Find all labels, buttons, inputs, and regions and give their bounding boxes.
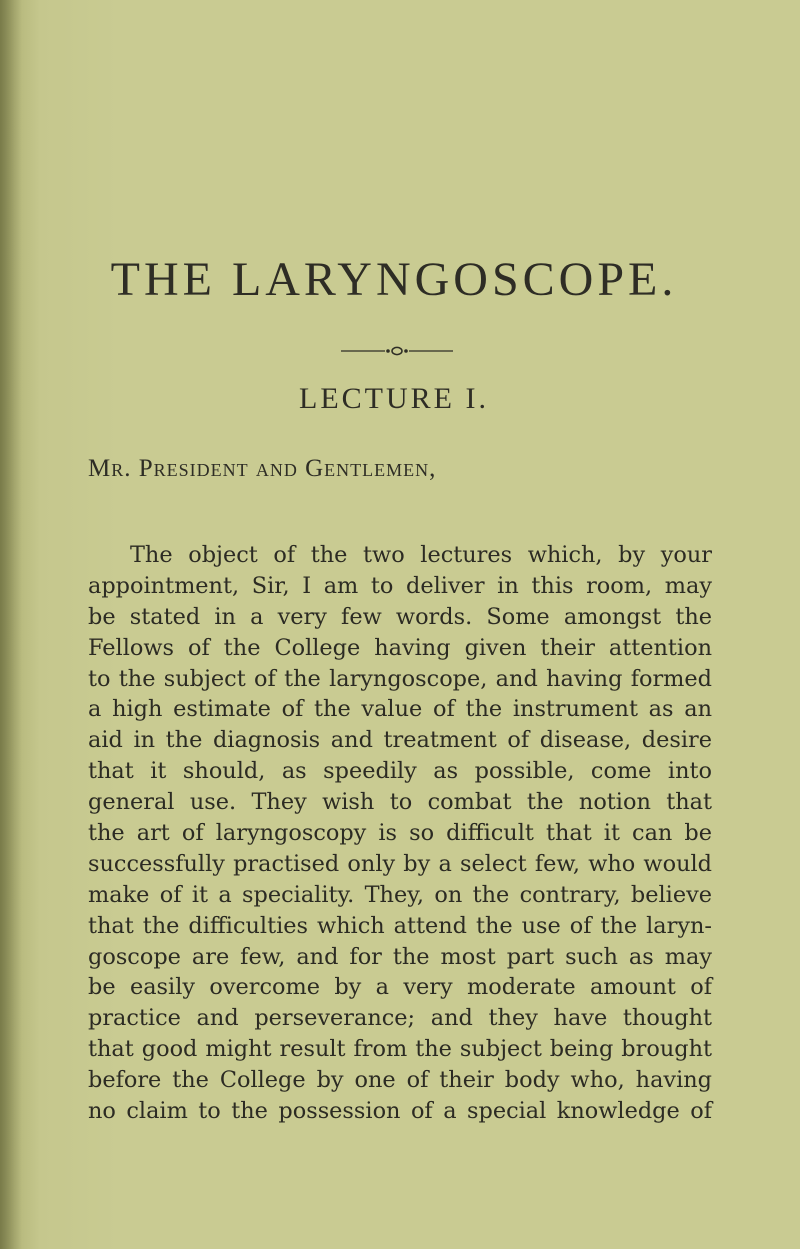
text-line: successfully practised only by a select few, who would (88, 850, 712, 877)
text-line: that the difficulties which attend the use of the laryn- (88, 912, 712, 939)
text-line: to the subject of the laryngoscope, and having formed (88, 665, 712, 692)
text-line: no claim to the possession of a special knowledge of (88, 1098, 712, 1125)
text-line: aid in the diagnosis and treatment of disease, desire (88, 727, 712, 754)
text-line: be stated in a very few words. Some amongst the (88, 603, 712, 630)
text-line: before the College by one of their body who, having (88, 1067, 712, 1094)
page-title: THE LARYNGOSCOPE. (110, 253, 678, 306)
text-line: a high estimate of the value of the instrument as an (88, 696, 712, 723)
text-line: be easily overcome by a very moderate amount of (88, 974, 712, 1001)
lecture-heading: LECTURE I. (299, 382, 489, 415)
text-line: The object of the two lectures which, by your (130, 542, 712, 568)
text-line: general use. They wish to combat the notion that (88, 789, 712, 816)
body-text (88, 540, 712, 1127)
text-line: Fellows of the College having given their attention (88, 634, 712, 661)
text-line: goscope are few, and for the most part such as may (88, 943, 712, 970)
text-line: make of it a speciality. They, on the contrary, believe (88, 881, 712, 908)
page-edge-shadow (0, 0, 22, 1249)
text-line: the art of laryngoscopy is so difficult that it can be (88, 820, 712, 847)
text-line: practice and perseverance; and they have thought (88, 1005, 712, 1032)
text-line: that good might result from the subject being brought (88, 1036, 712, 1063)
text-line: that it should, as speedily as possible, come into (88, 758, 712, 785)
divider-ornament (341, 344, 453, 358)
text-line: appointment, Sir, I am to deliver in this room, may (88, 572, 712, 599)
salutation: Mr. President and Gentlemen, (88, 455, 437, 482)
